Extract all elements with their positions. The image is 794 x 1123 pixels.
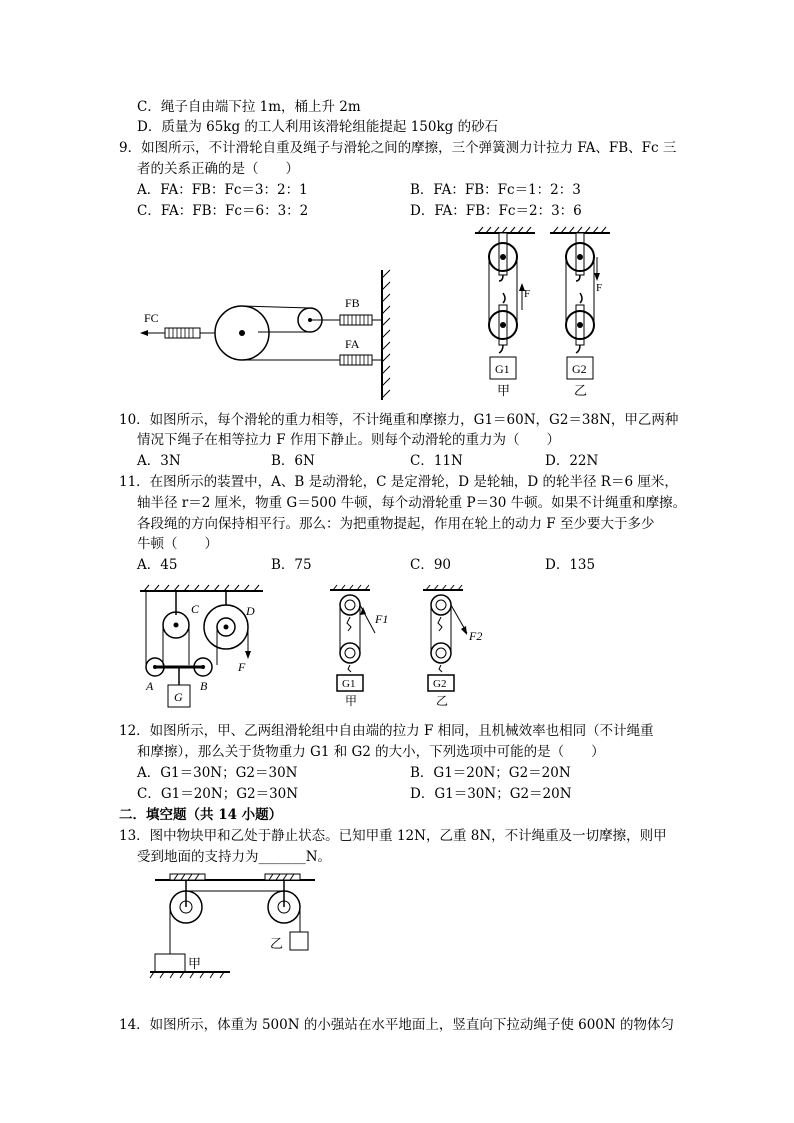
q9-figure	[130, 270, 410, 405]
q13-stem-line1: 13．图中物块甲和乙处于静止状态。已知甲重 12N，乙重 8N，不计绳重及一切摩擦，则甲	[119, 828, 667, 844]
q13-stem-line2: 受到地面的支持力为_______N。	[137, 849, 332, 865]
q11-label-b: B	[200, 679, 208, 693]
q10-option-a: A．3N	[137, 453, 181, 469]
q9-option-b: B．FA：FB：Fc＝1：2：3	[410, 182, 581, 198]
q11-label-d: D	[246, 604, 255, 618]
q11-stem-line2: 轴半径 r＝2 厘米，物重 G＝500 牛顿，每个动滑轮重 P＝30 牛顿。如果不计绳重和摩擦。	[137, 495, 687, 511]
q13-label-jia: 甲	[188, 956, 202, 971]
q10-stem-line2: 情况下绳子在相等拉力 F 作用下静止。则每个动滑轮的重力为（ ）	[137, 432, 560, 448]
q11-stem-line1: 11．在图所示的装置中，A、B 是动滑轮，C 是定滑轮，D 是轮轴，D 的轮半径 R＝6 厘米，	[119, 474, 678, 490]
q11-figure	[138, 585, 268, 715]
q9-stem-line1: 9．如图所示，不计滑轮自重及绳子与滑轮之间的摩擦，三个弹簧测力计拉力 FA、FB、Fc 三	[119, 140, 677, 156]
q12-label-yi: 乙	[436, 694, 449, 708]
q12-stem-line1: 12．如图所示，甲、乙两组滑轮组中自由端的拉力 F 相同，且机械效率也相同（不计绳重	[119, 723, 654, 739]
q12-label-jia: 甲	[345, 694, 358, 708]
q8-option-c: C．绳子自由端下拉 1m，桶上升 2m	[137, 99, 361, 115]
q10-figure	[470, 225, 620, 405]
q10-label-g1: G1	[495, 362, 510, 376]
q12-stem-line2: 和摩擦），那么关于货物重力 G1 和 G2 的大小，下列选项中可能的是（ ）	[137, 744, 605, 760]
q9-option-c: C．FA：FB：Fc＝6：3：2	[137, 203, 309, 219]
q10-label-f-right: F	[596, 282, 603, 294]
q10-label-f-left: F	[524, 288, 531, 300]
q13-label-yi: 乙	[270, 936, 284, 951]
q11-stem-line3: 各段绳的方向保持相平行。那么：为把重物提起，作用在轮上的动力 F 至少要大于多少	[137, 516, 655, 532]
q12-option-d: D．G1＝30N；G2＝20N	[410, 786, 572, 802]
q12-option-c: C．G1＝20N；G2＝30N	[137, 786, 299, 802]
q13-figure	[150, 872, 325, 982]
q14-stem-line1: 14．如图所示，体重为 500N 的小强站在水平地面上，竖直向下拉动绳子使 600N 的物体匀	[119, 1017, 675, 1033]
q9-label-fc: FC	[144, 311, 159, 325]
q9-option-a: A．FA：FB：Fc＝3：2：1	[137, 182, 308, 198]
q10-option-c: C．11N	[410, 453, 463, 469]
q10-option-b: B．6N	[271, 453, 315, 469]
q11-option-d: D．135	[545, 557, 596, 573]
q10-label-jia: 甲	[497, 383, 511, 398]
section-heading: 二．填空题（共 14 小题）	[119, 807, 283, 823]
q11-label-g: G	[174, 690, 183, 704]
q12-label-f1: F1	[375, 612, 389, 626]
q10-label-yi: 乙	[574, 383, 588, 398]
q12-label-g2: G2	[433, 678, 447, 690]
q11-label-a: A	[146, 679, 154, 693]
q12-option-b: B．G1＝20N；G2＝20N	[410, 765, 571, 781]
q12-label-g1: G1	[342, 678, 356, 690]
q9-stem-line2: 者的关系正确的是（ ）	[137, 161, 299, 177]
q11-stem-line4: 牛顿（ ）	[137, 536, 218, 552]
q12-option-a: A．G1＝30N；G2＝30N	[137, 765, 298, 781]
q12-label-f2: F2	[469, 629, 483, 643]
q11-label-f: F	[238, 660, 246, 674]
q11-option-c: C．90	[410, 557, 452, 573]
q9-label-fb: FB	[345, 296, 360, 310]
q10-label-g2: G2	[572, 362, 587, 376]
q11-option-a: A．45	[137, 557, 178, 573]
q10-option-d: D．22N	[545, 453, 599, 469]
q12-figure	[325, 585, 505, 710]
q10-stem-line1: 10．如图所示，每个滑轮的重力相等，不计绳重和摩擦力，G1＝60N，G2＝38N，甲乙两种	[119, 412, 679, 428]
q8-option-d: D．质量为 65kg 的工人利用该滑轮组能提起 150kg 的砂石	[137, 119, 499, 135]
q11-option-b: B．75	[271, 557, 312, 573]
q11-label-c: C	[191, 602, 200, 616]
q9-label-fa: FA	[345, 337, 360, 351]
q9-option-d: D．FA：FB：Fc＝2：3：6	[410, 203, 582, 219]
